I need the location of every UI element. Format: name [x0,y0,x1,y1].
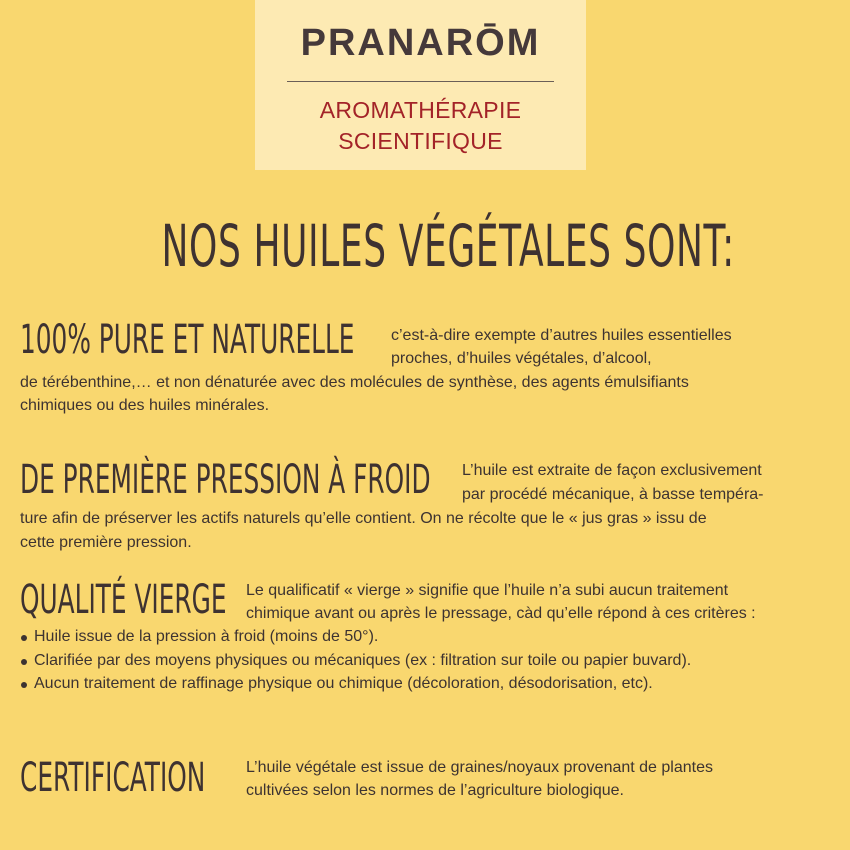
criteria-list [20,625,691,696]
section-text-line: L’huile est extraite de façon exclusivement [462,462,762,479]
section-text-line: cette première pression. [20,534,192,551]
section-heading: QUALITÉ VIERGE [20,577,227,623]
section-text-line: c’est-à-dire exempte d’autres huiles essentielles [391,327,732,344]
list-item [20,649,691,673]
list-item-text: Huile issue de la pression à froid (moins de 50°). [34,628,379,645]
section-text-line: proches, d’huiles végétales, d’alcool, [391,350,652,367]
section-text-line: par procédé mécanique, à basse tempéra- [462,486,764,503]
section-text-line: L’huile végétale est issue de graines/noyaux provenant de plantes [246,759,713,776]
bullet-icon [21,635,27,641]
section-text-line: chimiques ou des huiles minérales. [20,397,270,414]
brand-tagline [255,95,586,157]
section-text-line: de térébenthine,… et non dénaturée avec des molécules de synthèse, des agents émulsifiants [20,374,689,391]
section-heading: CERTIFICATION [20,755,206,801]
list-item [20,625,691,649]
logo-box [255,0,586,170]
list-item [20,672,691,696]
section-text-line: cultivées selon les normes de l’agriculture biologique. [246,782,624,799]
section-text-line: chimique avant ou après le pressage, càd qu’elle répond à ces critères : [246,605,756,622]
section-text-line: Le qualificatif « vierge » signifie que l’huile n’a subi aucun traitement [246,582,729,599]
section-text-line: ture afin de préserver les actifs naturels qu’elle contient. On ne récolte que le « jus gras » issu de [20,510,707,527]
tagline-line-2: SCIENTIFIQUE [338,128,503,154]
tagline-line-1: AROMATHÉRAPIE [319,97,522,123]
bullet-icon [21,682,27,688]
list-item-text: Clarifiée par des moyens physiques ou mécaniques (ex : filtration sur toile ou papier buvard). [34,651,692,669]
logo-divider [287,81,554,82]
section-heading: DE PREMIÈRE PRESSION À FROID [20,457,431,503]
list-item-text: Aucun traitement de raffinage physique ou chimique (décoloration, désodorisation, etc). [34,675,653,692]
bullet-icon [21,659,27,665]
section-heading: 100% PURE ET NATURELLE [20,317,355,363]
brand-name: PRANARŌM [300,22,541,64]
page-title: NOS HUILES VÉGÉTALES SONT: [161,212,735,280]
